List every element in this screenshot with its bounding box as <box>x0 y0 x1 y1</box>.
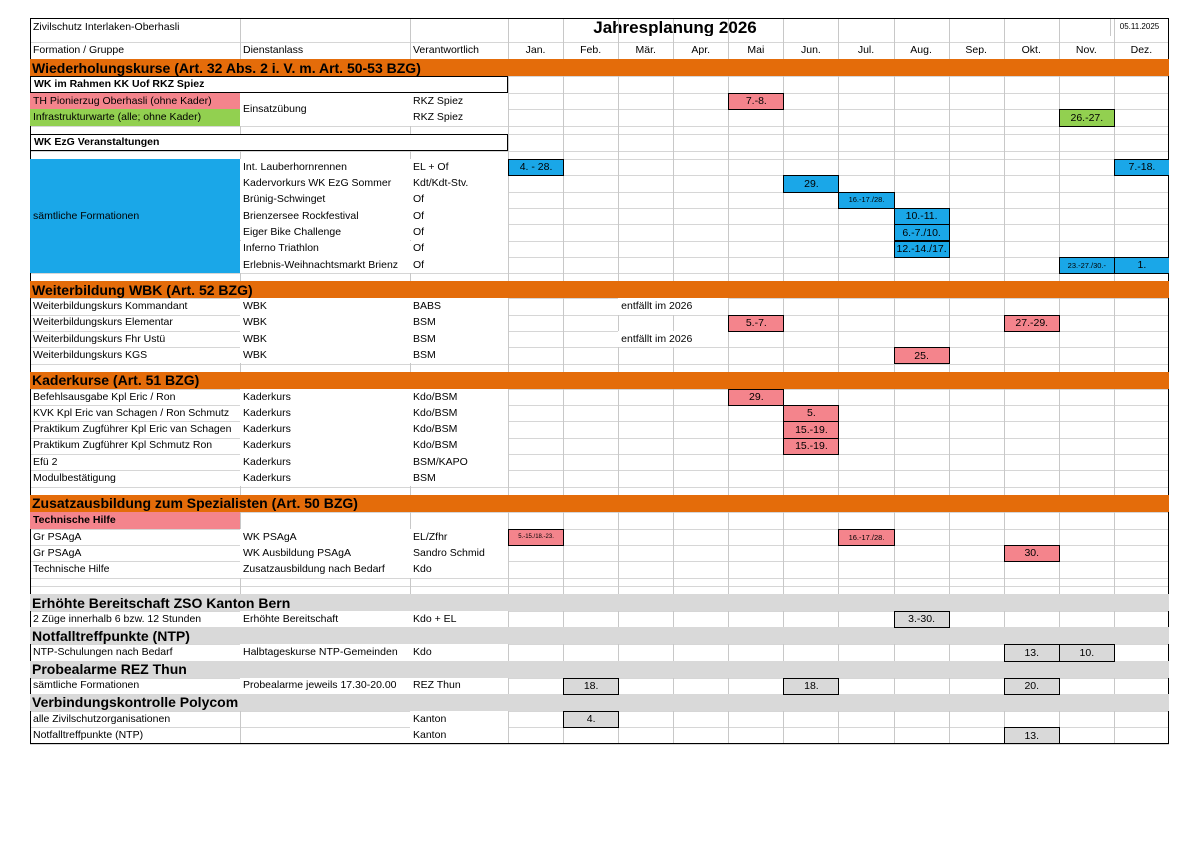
grid-line <box>30 487 1169 488</box>
org-name: Zivilschutz Interlaken-Oberhasli <box>33 20 180 33</box>
formation-cell: Weiterbildungskurs Fhr Ustü <box>33 332 166 345</box>
event-badge: 6.-7./10. <box>894 224 950 241</box>
note-cell: entfällt im 2026 <box>618 331 728 347</box>
anlass-cell: WBK <box>240 298 410 314</box>
verantwortlich-cell: EL + Of <box>410 159 508 175</box>
verantwortlich-cell: Sandro Schmid <box>410 545 508 561</box>
section-header: Verbindungskontrolle Polycom <box>30 694 1169 711</box>
anlass-cell: Kaderkurs <box>240 405 410 421</box>
formation-cell: alle Zivilschutzorganisationen <box>33 712 171 725</box>
grid-line <box>30 744 1169 745</box>
event-badge: 3.-30. <box>894 611 950 628</box>
verantwortlich-cell: Of <box>410 257 508 273</box>
subsection-header: WK EzG Veranstaltungen <box>30 134 508 151</box>
merged-cell: Einsatzübung <box>240 93 410 126</box>
anlass-cell: Kaderkurs <box>240 438 410 454</box>
verantwortlich-cell: BSM <box>410 315 508 331</box>
verantwortlich-cell: BSM <box>410 470 508 486</box>
col-month-7: Jul. <box>857 44 875 57</box>
section-header: Erhöhte Bereitschaft ZSO Kanton Bern <box>30 594 1169 611</box>
section-header: Probealarme REZ Thun <box>30 661 1169 678</box>
anlass-cell: Inferno Triathlon <box>240 241 410 257</box>
anlass-cell: Int. Lauberhornrennen <box>240 159 410 175</box>
formation-cell: Praktikum Zugführer Kpl Schmutz Ron <box>33 439 213 452</box>
anlass-cell: Brünig-Schwinget <box>240 192 410 208</box>
verantwortlich-cell: RKZ Spiez <box>410 109 508 125</box>
anlass-cell: WBK <box>240 347 410 363</box>
verantwortlich-cell: BSM <box>410 347 508 363</box>
section-header: Notfalltreffpunkte (NTP) <box>30 627 1169 644</box>
event-badge: 7.-18. <box>1114 159 1169 176</box>
verantwortlich-cell: Kdo/BSM <box>410 389 508 405</box>
grid-line <box>30 42 1169 43</box>
event-badge: 7.-8. <box>728 93 784 110</box>
subsection-header: Technische Hilfe <box>30 512 240 529</box>
section-header: Kaderkurse (Art. 51 BZG) <box>30 372 1169 389</box>
formation-cell: Weiterbildungskurs KGS <box>33 349 148 362</box>
anlass-cell: WK Ausbildung PSAgA <box>240 545 410 561</box>
verantwortlich-cell: Kdo/BSM <box>410 405 508 421</box>
verantwortlich-cell: BABS <box>410 298 508 314</box>
col-month-12: Dez. <box>1130 44 1153 57</box>
formation-cell: Befehlsausgabe Kpl Eric / Ron <box>33 390 176 403</box>
print-date: 05.11.2025 <box>1119 22 1160 31</box>
col-month-9: Sep. <box>965 44 987 57</box>
verantwortlich-cell: Kdt/Kdt-Stv. <box>410 175 508 191</box>
verantwortlich-cell: EL/Zfhr <box>410 529 508 545</box>
formation-cell: Weiterbildungskurs Elementar <box>33 316 173 329</box>
verantwortlich-cell: Of <box>410 241 508 257</box>
event-badge: 15.-19. <box>783 438 839 455</box>
formation-cell: Gr PSAgA <box>33 530 82 543</box>
event-badge: 10.-11. <box>894 208 950 225</box>
grid-line <box>30 364 1169 365</box>
verantwortlich-cell: Of <box>410 208 508 224</box>
event-badge: 18. <box>783 678 839 695</box>
formation-cell: KVK Kpl Eric van Schagen / Ron Schmutz <box>33 406 230 419</box>
grid-line <box>1110 18 1111 36</box>
event-badge: 1. <box>1114 257 1169 274</box>
note-cell: entfällt im 2026 <box>618 298 728 314</box>
col-month-1: Jan. <box>525 44 546 57</box>
col-formation: Formation / Gruppe <box>33 44 125 57</box>
anlass-cell: Kadervorkurs WK EzG Sommer <box>240 175 410 191</box>
verantwortlich-cell: Kdo <box>410 561 508 577</box>
grid-line <box>30 273 1169 274</box>
page-title: Jahresplanung 2026 <box>593 18 757 36</box>
event-badge: 4. <box>563 711 619 728</box>
formation-cell: Gr PSAgA <box>33 546 82 559</box>
section-header: Zusatzausbildung zum Spezialisten (Art. 50 BZG) <box>30 495 1169 512</box>
event-badge: 27.-29. <box>1004 315 1060 332</box>
anlass-cell: Kaderkurs <box>240 454 410 470</box>
verantwortlich-cell: BSM <box>410 331 508 347</box>
col-month-10: Okt. <box>1021 44 1041 57</box>
subsection-header: WK im Rahmen KK Uof RKZ Spiez <box>30 76 508 93</box>
formation-cell: Praktikum Zugführer Kpl Eric van Schagen <box>33 423 232 436</box>
anlass-cell: Brienzersee Rockfestival <box>240 208 410 224</box>
col-month-4: Apr. <box>691 44 711 57</box>
section-header: Wiederholungskurse (Art. 32 Abs. 2 i. V. m. Art. 50-53 BZG) <box>30 59 1169 76</box>
verantwortlich-cell: Kdo/BSM <box>410 438 508 454</box>
col-verantwortlich: Verantwortlich <box>413 44 479 57</box>
formation-cell: Notfalltreffpunkte (NTP) <box>33 729 144 742</box>
col-month-11: Nov. <box>1075 44 1097 57</box>
col-month-5: Mai <box>747 44 765 57</box>
grid-line <box>30 578 1169 579</box>
annual-plan-sheet <box>30 18 1169 791</box>
event-badge: 25. <box>894 347 950 364</box>
formation-cell: TH Pionierzug Oberhasli (ohne Kader) <box>30 93 240 109</box>
grid-line <box>30 126 1169 127</box>
anlass-cell: Probealarme jeweils 17.30-20.00 <box>240 678 410 694</box>
anlass-cell: WK PSAgA <box>240 529 410 545</box>
formation-cell: Infrastrukturwarte (alle; ohne Kader) <box>30 109 240 125</box>
event-badge: 18. <box>563 678 619 695</box>
verantwortlich-cell: BSM/KAPO <box>410 454 508 470</box>
event-badge: 5.-15./18.-23. <box>508 529 564 546</box>
merged-cell: sämtliche Formationen <box>30 159 240 273</box>
event-badge: 16.-17./28. <box>838 192 894 209</box>
formation-cell: sämtliche Formationen <box>33 679 140 692</box>
formation-cell: Modulbestätigung <box>33 472 116 485</box>
grid-line <box>30 151 1169 152</box>
formation-cell: Weiterbildungskurs Kommandant <box>33 300 188 313</box>
section-header: Weiterbildung WBK (Art. 52 BZG) <box>30 281 1169 298</box>
col-month-6: Jun. <box>801 44 821 57</box>
formation-cell: Technische Hilfe <box>33 563 110 576</box>
event-badge: 5. <box>783 405 839 422</box>
verantwortlich-cell: Kdo <box>410 644 508 660</box>
event-badge: 15.-19. <box>783 421 839 438</box>
event-badge: 26.-27. <box>1059 109 1115 126</box>
grid-line <box>30 586 1169 587</box>
event-badge: 29. <box>783 175 839 192</box>
anlass-cell: Zusatzausbildung nach Bedarf <box>240 561 410 577</box>
anlass-cell: WBK <box>240 315 410 331</box>
verantwortlich-cell: REZ Thun <box>410 678 508 694</box>
event-badge: 4. - 28. <box>508 159 564 176</box>
formation-cell: NTP-Schulungen nach Bedarf <box>33 646 173 659</box>
verantwortlich-cell: Of <box>410 192 508 208</box>
verantwortlich-cell: Of <box>410 224 508 240</box>
event-badge: 30. <box>1004 545 1060 562</box>
anlass-cell: WBK <box>240 331 410 347</box>
formation-cell: 2 Züge innerhalb 6 bzw. 12 Stunden <box>33 612 202 625</box>
event-badge: 13. <box>1004 644 1060 661</box>
col-month-3: Mär. <box>635 44 656 57</box>
anlass-cell: Erhöhte Bereitschaft <box>240 611 410 627</box>
verantwortlich-cell: Kanton <box>410 711 508 727</box>
col-month-8: Aug. <box>910 44 932 57</box>
anlass-cell: Kaderkurs <box>240 470 410 486</box>
col-anlass: Dienstanlass <box>243 44 304 57</box>
anlass-cell: Eiger Bike Challenge <box>240 224 410 240</box>
col-month-2: Feb. <box>580 44 602 57</box>
event-badge: 5.-7. <box>728 315 784 332</box>
event-badge: 12.-14./17. <box>894 241 950 258</box>
event-badge: 13. <box>1004 727 1060 744</box>
event-badge: 23.-27./30.- <box>1059 257 1115 274</box>
anlass-cell: Kaderkurs <box>240 421 410 437</box>
event-badge: 16.-17./28. <box>838 529 894 546</box>
formation-cell: Efü 2 <box>33 455 58 468</box>
anlass-cell: Erlebnis-Weihnachtsmarkt Brienz <box>240 257 410 273</box>
verantwortlich-cell: Kdo/BSM <box>410 421 508 437</box>
event-badge: 10. <box>1059 644 1115 661</box>
event-badge: 29. <box>728 389 784 406</box>
verantwortlich-cell: Kanton <box>410 727 508 743</box>
verantwortlich-cell: Kdo + EL <box>410 611 508 627</box>
verantwortlich-cell: RKZ Spiez <box>410 93 508 109</box>
anlass-cell: Halbtageskurse NTP-Gemeinden <box>240 644 410 660</box>
event-badge: 20. <box>1004 678 1060 695</box>
anlass-cell: Kaderkurs <box>240 389 410 405</box>
